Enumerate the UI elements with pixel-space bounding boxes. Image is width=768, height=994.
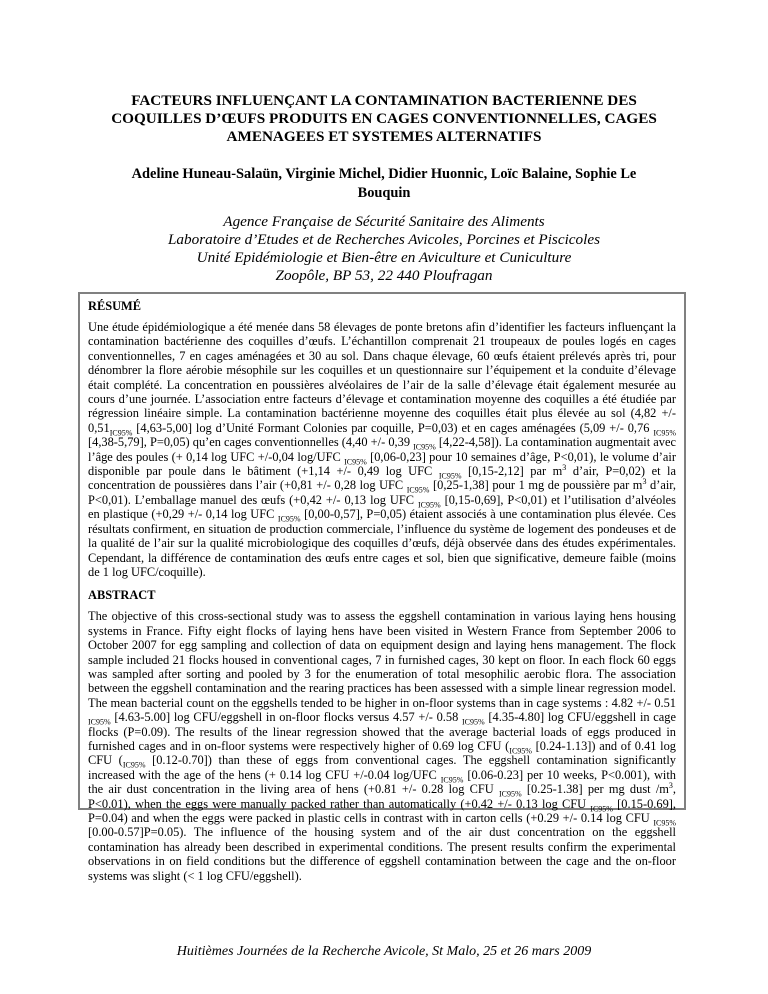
affiliation: [90, 213, 678, 285]
paper-title: [90, 92, 678, 146]
affiliation-line-2: Laboratoire d’Etudes et de Recherches Avicoles, Porcines et Piscicoles: [167, 231, 601, 248]
title-line-1: FACTEURS INFLUENÇANT LA CONTAMINATION BACTERIENNE DES: [131, 92, 637, 109]
abstract-box: [78, 292, 686, 883]
resume-heading: RÉSUMÉ: [88, 299, 142, 313]
title-line-3: AMENAGEES ET SYSTEMES ALTERNATIFS: [226, 128, 542, 145]
affiliation-line-4: Zoopôle, BP 53, 22 440 Ploufragan: [275, 267, 493, 284]
page-footer: Huitièmes Journées de la Recherche Avicole, St Malo, 25 et 26 mars 2009: [176, 944, 592, 959]
title-line-2: COQUILLES D’ŒUFS PRODUITS EN CAGES CONVENTIONNELLES, CAGES: [111, 110, 657, 127]
author-list: Adeline Huneau-Salaün, Virginie Michel, Didier Huonnic, Loïc Balaine, Sophie Le Bouquin: [131, 166, 637, 201]
resume-text: Une étude épidémiologique a été menée dans 58 élevages de ponte bretons afin d’identifier les facteurs influençant la contamination bactérienne des coquilles d’œufs. L’échantillon comprenait 21 troupeaux de poules logés en cages conventionnelles, 7 en cages aménagées et 30 au sol. Dans chaque élevage, 60 œufs étaient prélevés après tri, pour dénombrer la flore aérobie mésophile sur les coquilles et un questionnaire sur l’équipement et la conduite d’élevage était complété. La concentration en poussières alvéolaires de l’air de la salle d’élevage était également mesurée au cours d’une journée. L’association entre facteurs d’élevage et contamination moyenne des coquilles a été étudiée par régression linéaire simple. La contamination bactérienne moyenne des coquilles était plus élevée au sol (4,82 +/- $0,51_{IC95\%}$ [4,63-5,00] log d’Unité Formant Colonies par coquille, P=0,03) et en cages aménagées (5,09 +/- 0,76 $_{IC95\%}$ [4,38-5,79], P=0,05) qu’en cages conventionnelles (4,40 +/- 0,39 $_{IC95\%}$ [4,22-4,58]). La contamination augmentait avec l’âge des poules (+ 0,14 log UFC +/-0,04 log/UFC $_{IC95\%}$ [0,06-0,23] pour 10 semaines d’âge, P<0,01), le volume d’air disponible par poule dans le bâtiment (+1,14 +/- 0,49 log UFC $_{IC95\%}$ [0,15-2,12] par $m^3$ d’air, P=0,02) et la concentration de poussières dans l’air (+0,81 +/- 0,28 log UFC $_{IC95\%}$ [0,25-1,38] pour 1 mg de poussière par $m^3$ d’air, P<0,01). L’emballage manuel des œufs (+0,42 +/- 0,13 log UFC $_{IC95\%}$ [0,15-0,69], P<0,01) et l’utilisation d’alvéoles en plastique (+0,29 +/- 0,14 log UFC $_{IC95\%}$ [0,00-0,57], P=0,05) étaient associés à une contamination plus élevée. Ces résultats confirment, en situation de production commerciale, l’influence du système de logement des pondeuses et de la qualité de l’air sur la qualité microbiologique des coquilles d’œufs, déjà observée dans des études expérimentales. Cependant, la différence de contamination des œufs entre cages et sol, bien que significative, demeure faible (moins de 1 log UFC/coquille).: [88, 320, 676, 579]
affiliation-line-3: Unité Epidémiologie et Bien-être en Aviculture et Cuniculture: [196, 249, 572, 266]
affiliation-line-1: Agence Française de Sécurité Sanitaire des Aliments: [223, 213, 545, 230]
abstract-heading: ABSTRACT: [88, 588, 156, 603]
abstract-text: The objective of this cross-sectional study was to assess the eggshell contamination in various laying hens housing systems in France. Fifty eight flocks of laying hens have been visited in Western France from September 2006 to October 2007 for egg sampling and collection of data on equipment design and laying hens management. The flock sample included 21 flocks housed in conventional cages, 7 in furnished cages, 30 kept on floor. In each flock 60 eggs was sampled after sorting and pooled by 3 for the enumeration of total mesophilic aerobic flora. The association between the eggshell contamination and the rearing practices has been assessed with a simple linear regression model. The mean bacterial count on the eggshells tended to be higher in on-floor systems than in cage systems : 4.82 +/- 0.51 $_{IC95\%}$ [4.63-5.00] log CFU/eggshell in on-floor flocks versus 4.57 +/- 0.58 $_{IC95\%}$ [4.35-4.80] log CFU/eggshell in cage flocks (P=0.09). The results of the linear regression showed that the average bacterial loads of eggs produced in furnished cages and in on-floor systems were respectively higher of 0.69 log CFU ($_{IC95\%}$ [0.24-1.13]) and of 0.41 log CFU ($_{IC95\%}$ [0.12-0.70]) than these of eggs from conventional cages. The eggshell contamination significantly increased with the age of the hens (+ 0.14 log CFU +/-0.04 log/UFC $_{IC95\%}$ [0.06-0.23] per 10 weeks, P<0.001), with the air dust concentration in the living area of hens (+0.81 +/- 0.28 log CFU $_{IC95\%}$ [0.25-1.38] per mg dust $/m^3$, P<0.01), when the eggs were manually packed rather than automatically (+0.42 +/- 0.13 log CFU $_{IC95\%}$ [0.15-0.69], P=0.04) and when the eggs were packed in plastic cells in contrast with in carton cells (+0.29 +/- 0.14 log CFU $_{IC95\%}$ [0.00-0.57]P=0.05). The influence of the housing system and of the air dust concentration on the eggshell contamination has already been described in experimental conditions. The present results confirm the experimental observations in on field conditions but the difference of eggshell contamination between the cage and the on-floor systems was slight (< 1 log CFU/eggshell).: [88, 609, 677, 883]
